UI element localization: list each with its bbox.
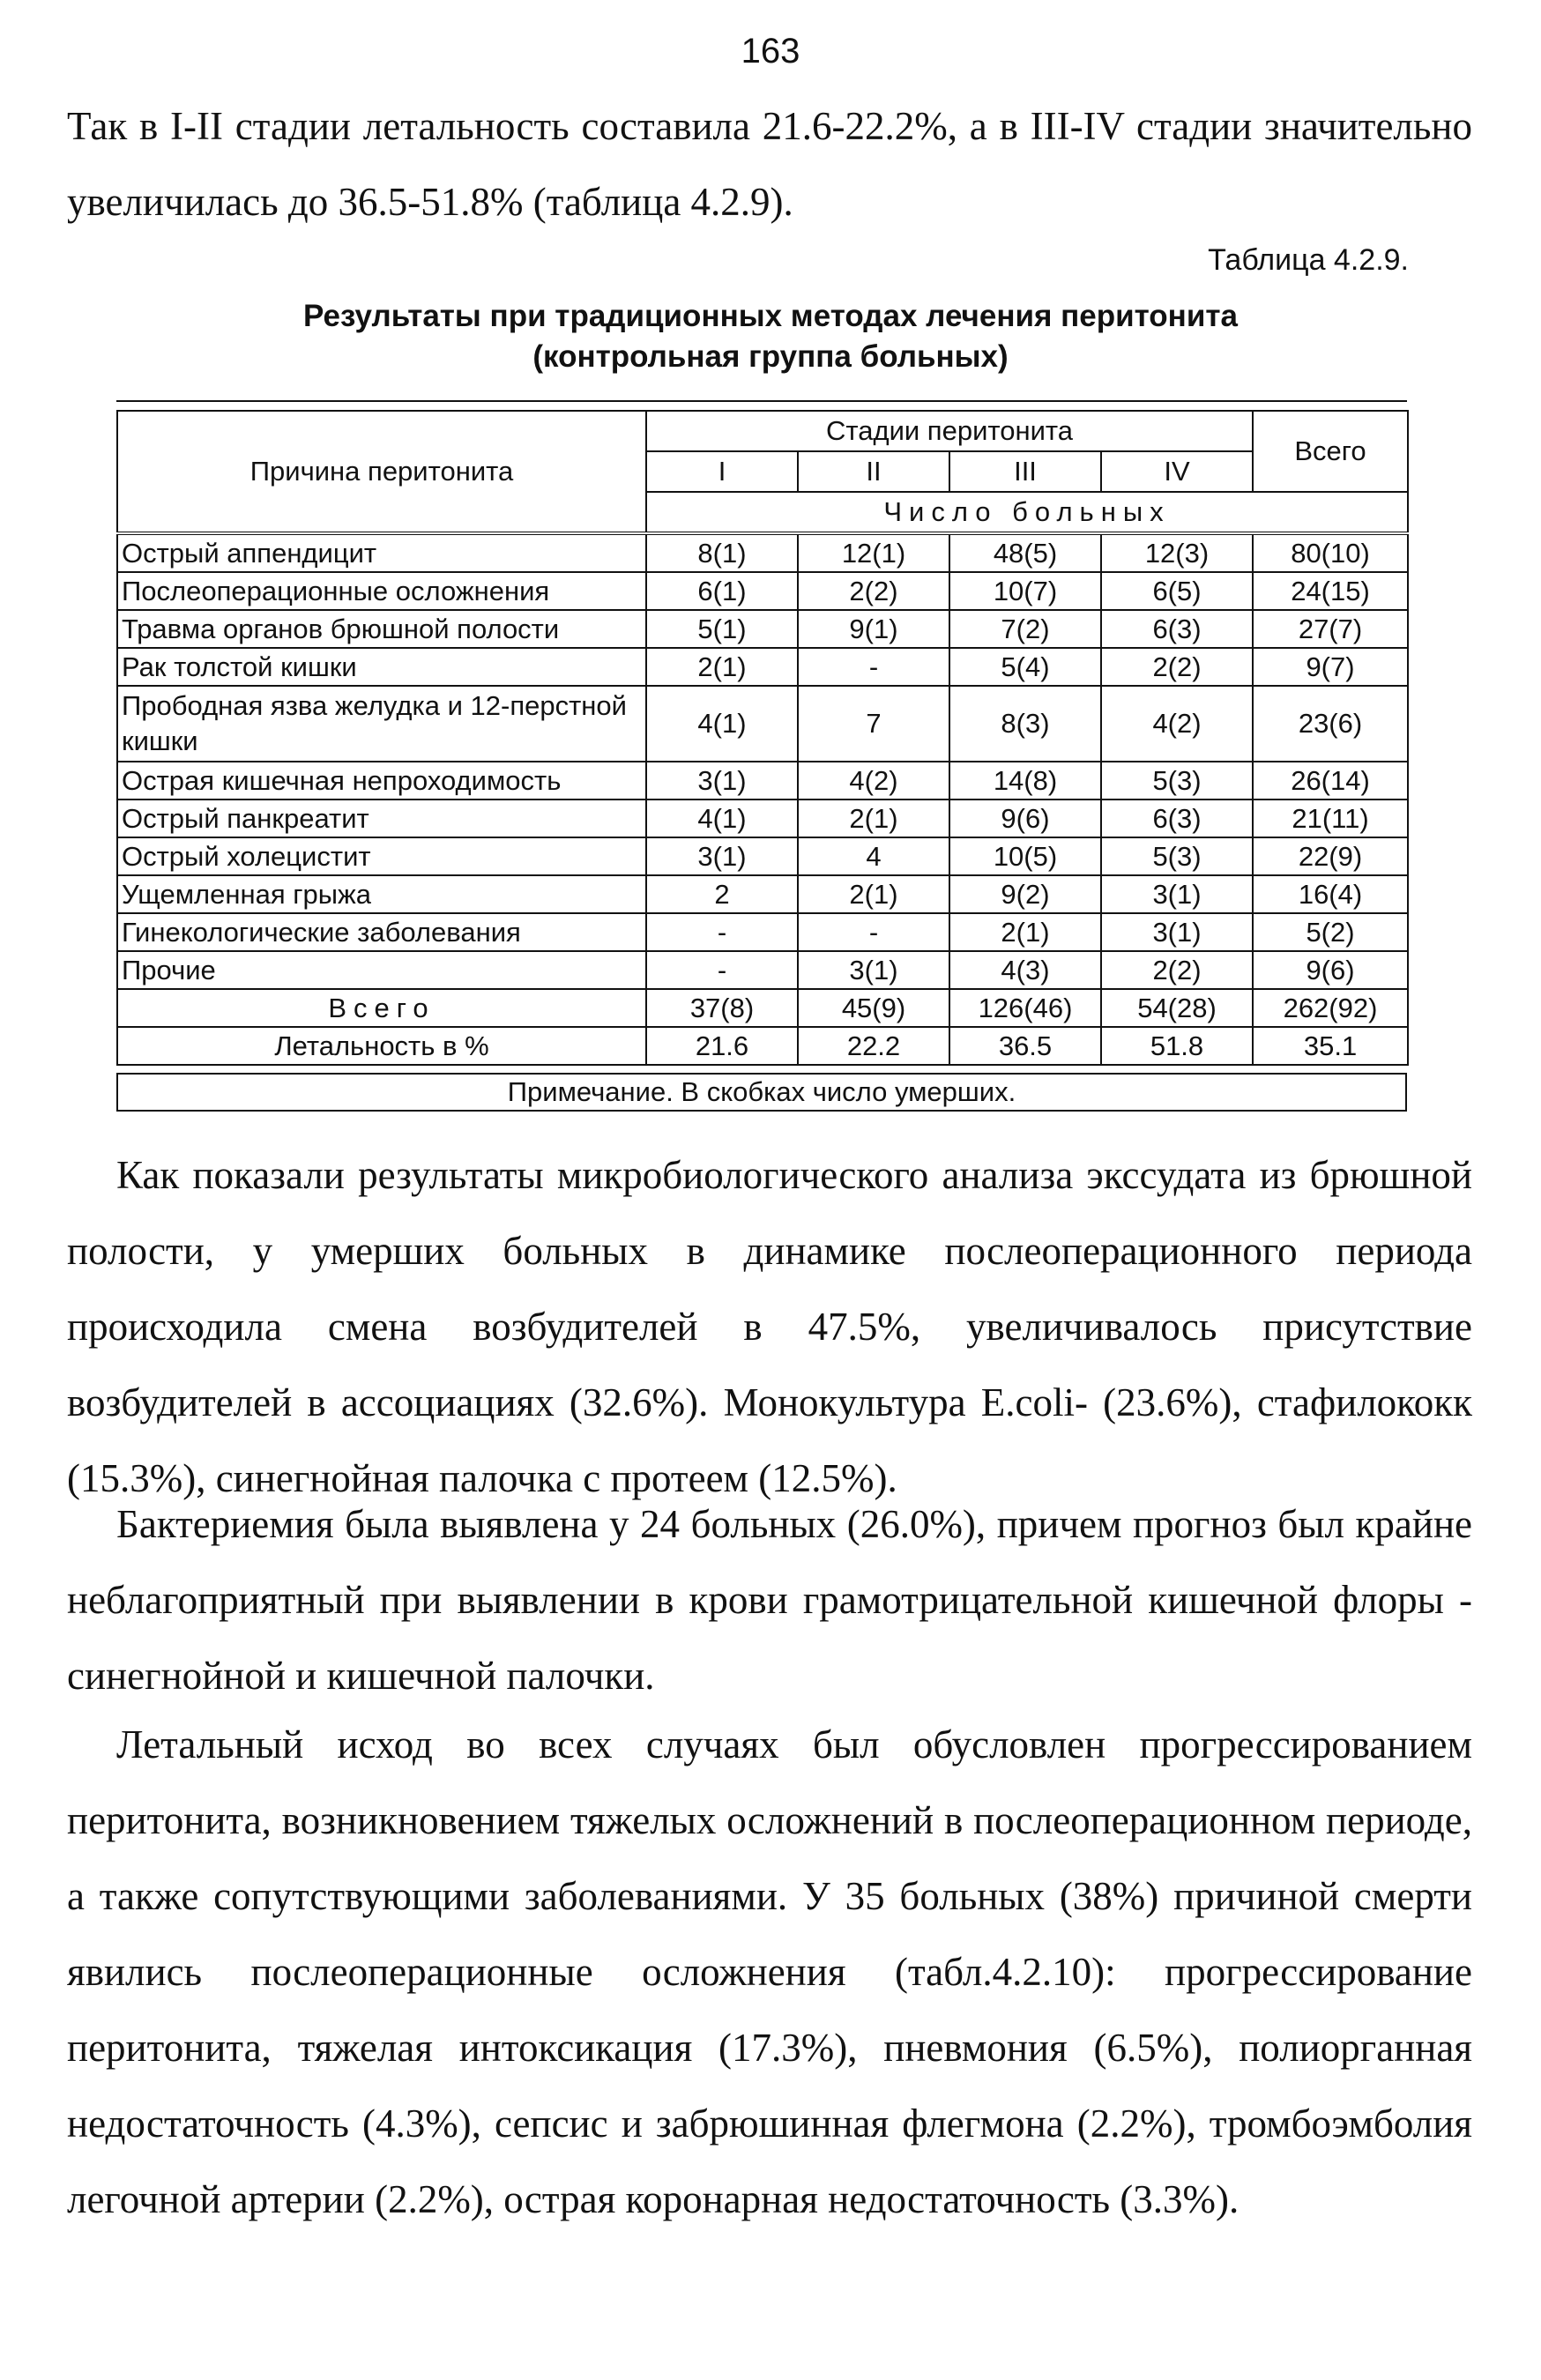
row-cause: Острый холецистит: [117, 837, 646, 875]
cell-total: 22(9): [1253, 837, 1408, 875]
table-row: [117, 951, 1408, 989]
cell-stage-4: 2(2): [1101, 951, 1253, 989]
cell-stage-3: 36.5: [949, 1027, 1101, 1065]
cell-stage-3: 9(6): [949, 800, 1101, 837]
cell-stage-2: 12(1): [798, 533, 949, 572]
cell-total: 26(14): [1253, 762, 1408, 800]
header-cause: Причина перитонита: [117, 411, 646, 533]
results-table-container: [116, 400, 1407, 1112]
header-total: Всего: [1253, 411, 1408, 492]
cell-stage-3: 7(2): [949, 610, 1101, 648]
header-patient-count: Число больных: [646, 492, 1408, 533]
cell-stage-1: 2(1): [646, 648, 798, 686]
table-row: [117, 762, 1408, 800]
cell-stage-3: 48(5): [949, 533, 1101, 572]
cell-stage-3: 14(8): [949, 762, 1101, 800]
cell-stage-2: 7: [798, 686, 949, 762]
cell-stage-2: -: [798, 648, 949, 686]
cell-stage-1: -: [646, 913, 798, 951]
cell-total: 9(6): [1253, 951, 1408, 989]
cell-stage-2: 2(1): [798, 800, 949, 837]
row-cause: Гинекологические заболевания: [117, 913, 646, 951]
table-mortality-row: [117, 1027, 1408, 1065]
table-label: Таблица 4.2.9.: [1208, 243, 1409, 277]
cell-stage-3: 10(5): [949, 837, 1101, 875]
cell-stage-3: 126(46): [949, 989, 1101, 1027]
paragraph-microbiology: Как показали результаты микробиологического анализа экссудата из брюшной полости, у умерших больных в динамике послеоперационного периода происходила смена возбудителей в 47.5%, увеличивалось присутствие возбудителей в ассоциациях (32.6%). Монокультура E.coli- (23.6%), стафилококк (15.3%), синегнойная палочка с протеем (12.5%).: [67, 1153, 1472, 1500]
cell-total: 16(4): [1253, 875, 1408, 913]
cell-total: 9(7): [1253, 648, 1408, 686]
cell-stage-2: 4: [798, 837, 949, 875]
cell-total: 35.1: [1253, 1027, 1408, 1065]
row-cause: Острая кишечная непроходимость: [117, 762, 646, 800]
cell-stage-1: -: [646, 951, 798, 989]
row-cause: Прободная язва желудка и 12-перстной кишки: [117, 686, 646, 762]
header-stage-3: III: [949, 451, 1101, 492]
table-title: [0, 296, 1541, 377]
row-cause: Острый аппендицит: [117, 533, 646, 572]
cell-stage-1: 3(1): [646, 762, 798, 800]
cell-stage-1: 6(1): [646, 572, 798, 610]
cell-stage-4: 12(3): [1101, 533, 1253, 572]
cell-stage-4: 3(1): [1101, 875, 1253, 913]
cell-stage-4: 3(1): [1101, 913, 1253, 951]
cell-stage-4: 6(3): [1101, 800, 1253, 837]
paragraph-intro: Так в I-II стадии летальность составила 21.6-22.2%, а в III-IV стадии значительно увеличилась до 36.5-51.8% (таблица 4.2.9).: [67, 104, 1472, 224]
cell-stage-1: 4(1): [646, 686, 798, 762]
cell-stage-3: 4(3): [949, 951, 1101, 989]
row-cause: Ущемленная грыжа: [117, 875, 646, 913]
row-cause: Травма органов брюшной полости: [117, 610, 646, 648]
results-table: [116, 410, 1409, 1066]
cell-stage-3: 5(4): [949, 648, 1101, 686]
table-note: Примечание. В скобках число умерших.: [116, 1073, 1407, 1112]
table-row: [117, 800, 1408, 837]
header-stage-1: I: [646, 451, 798, 492]
cell-total: 21(11): [1253, 800, 1408, 837]
row-cause: Острый панкреатит: [117, 800, 646, 837]
table-row: [117, 686, 1408, 762]
cell-stage-2: 3(1): [798, 951, 949, 989]
paragraph-lethal-outcome: Летальный исход во всех случаях был обусловлен прогрессированием перитонита, возникновением тяжелых осложнений в послеоперационном периоде, а также сопутствующими заболеваниями. У 35 больных (38%) причиной смерти явились послеоперационные осложнения (табл.4.2.10): прогрессирование перитонита, тяжелая интоксикация (17.3%), пневмония (6.5%), полиорганная недостаточность (4.3%), сепсис и забрюшинная флегмона (2.2%), тромбоэмболия легочной артерии (2.2%), острая коронарная недостаточность (3.3%).: [67, 1722, 1472, 2221]
cell-stage-3: 2(1): [949, 913, 1101, 951]
cell-stage-2: 2(2): [798, 572, 949, 610]
cell-stage-4: 5(3): [1101, 762, 1253, 800]
row-cause: Прочие: [117, 951, 646, 989]
cell-stage-1: 21.6: [646, 1027, 798, 1065]
table-row: [117, 572, 1408, 610]
cell-stage-2: 22.2: [798, 1027, 949, 1065]
cell-stage-4: 54(28): [1101, 989, 1253, 1027]
cell-stage-2: 2(1): [798, 875, 949, 913]
header-stages: Стадии перитонита: [646, 411, 1253, 451]
table-top-rule: [116, 400, 1407, 402]
cell-stage-3: 8(3): [949, 686, 1101, 762]
header-stage-2: II: [798, 451, 949, 492]
table-row: [117, 913, 1408, 951]
row-total-label: Всего: [117, 989, 646, 1027]
cell-stage-3: 10(7): [949, 572, 1101, 610]
cell-stage-2: -: [798, 913, 949, 951]
table-row: [117, 837, 1408, 875]
cell-stage-1: 5(1): [646, 610, 798, 648]
cell-stage-1: 2: [646, 875, 798, 913]
cell-stage-2: 9(1): [798, 610, 949, 648]
cell-total: 80(10): [1253, 533, 1408, 572]
cell-total: 5(2): [1253, 913, 1408, 951]
cell-stage-1: 37(8): [646, 989, 798, 1027]
cell-total: 27(7): [1253, 610, 1408, 648]
cell-stage-1: 3(1): [646, 837, 798, 875]
cell-total: 23(6): [1253, 686, 1408, 762]
cell-stage-1: 4(1): [646, 800, 798, 837]
header-stage-4: IV: [1101, 451, 1253, 492]
paragraph-bacteremia: Бактериемия была выявлена у 24 больных (26.0%), причем прогноз был крайне неблагоприятный при выявлении в крови грамотрицательной кишечной флоры - синегнойной и кишечной палочки.: [67, 1502, 1472, 1698]
row-mortality-label: Летальность в %: [117, 1027, 646, 1065]
table-row: [117, 875, 1408, 913]
row-cause: Рак толстой кишки: [117, 648, 646, 686]
cell-stage-4: 6(5): [1101, 572, 1253, 610]
row-cause: Послеоперационные осложнения: [117, 572, 646, 610]
table-row: [117, 648, 1408, 686]
page-number: 163: [741, 32, 800, 71]
cell-total: 24(15): [1253, 572, 1408, 610]
table-title-line-2: (контрольная группа больных): [532, 339, 1009, 374]
cell-stage-2: 4(2): [798, 762, 949, 800]
table-total-row: [117, 989, 1408, 1027]
cell-stage-4: 4(2): [1101, 686, 1253, 762]
cell-stage-4: 2(2): [1101, 648, 1253, 686]
table-row: [117, 610, 1408, 648]
cell-stage-4: 6(3): [1101, 610, 1253, 648]
cell-stage-4: 51.8: [1101, 1027, 1253, 1065]
cell-stage-4: 5(3): [1101, 837, 1253, 875]
cell-total: 262(92): [1253, 989, 1408, 1027]
table-row: [117, 533, 1408, 572]
table-title-line-1: Результаты при традиционных методах лечения перитонита: [303, 299, 1238, 333]
cell-stage-2: 45(9): [798, 989, 949, 1027]
cell-stage-1: 8(1): [646, 533, 798, 572]
cell-stage-3: 9(2): [949, 875, 1101, 913]
